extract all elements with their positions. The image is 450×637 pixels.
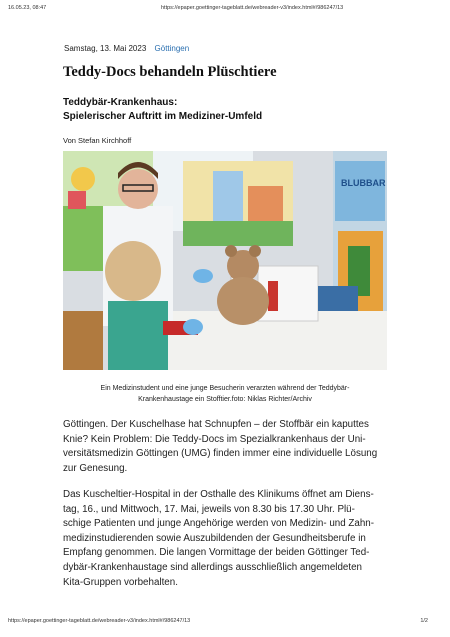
- subtitle-line-1: Teddybär-Krankenhaus:: [63, 97, 178, 108]
- paragraph-line: Göttingen. Der Kuschelhase hat Schnupfen – der Stoffbär ein kaputtes: [63, 419, 369, 430]
- paragraph-line: versitätsmedizin Göttingen (UMG) finden immer eine individuelle Lösung: [63, 448, 378, 460]
- article-subtitle: [63, 96, 262, 124]
- paragraph-line: medizinstudierenden sowie Auszubildenden der Gesundheitsberufe in: [63, 532, 366, 544]
- paragraph-line: Das Kuscheltier-Hospital in der Osthalle des Klinikums öffnet am Diens-: [63, 489, 374, 500]
- paragraph-2: [63, 488, 387, 590]
- article-author: Von Stefan Kirchhoff: [63, 136, 132, 145]
- paragraph-line: dybär-Krankenhaustage sind allerdings ausschließlich angemeldeten: [63, 561, 362, 573]
- paragraph-line: Kita-Gruppen vorbehalten.: [63, 576, 178, 588]
- article-photo: [63, 151, 387, 370]
- subtitle-line-2: Spielerischer Auftritt im Mediziner-Umfeld: [63, 111, 263, 122]
- paragraph-1: [63, 418, 387, 476]
- photo-caption: [63, 383, 387, 405]
- caption-line-1: Ein Medizinstudent und eine junge Besucherin verarzten während der Teddybär-: [100, 385, 350, 392]
- article-date: Samstag, 13. Mai 2023: [64, 44, 147, 53]
- paragraph-line: tag, 16., und Mittwoch, 17. Mai, jeweils von 8.30 bis 17.30 Uhr. Plü-: [63, 503, 355, 515]
- paragraph-line: Knie? Kein Problem: Die Teddy-Docs im Spezialkrankenhaus der Uni-: [63, 433, 366, 445]
- print-datetime: 16.05.23, 08:47: [8, 5, 47, 11]
- print-url[interactable]: https://epaper.goettinger-tageblatt.de/webreader-v3/index.html#/986247/13: [161, 5, 344, 11]
- location-link[interactable]: Göttingen: [154, 44, 190, 53]
- dateline: [64, 44, 189, 53]
- caption-line-2: Krankenhaustage ein Stofftier.foto: Niklas Richter/Archiv: [138, 396, 312, 403]
- poster-sign-text: BLUBBAR: [341, 178, 386, 188]
- footer-url[interactable]: https://epaper.goettinger-tageblatt.de/webreader-v3/index.html#/986247/13: [8, 618, 191, 624]
- paragraph-line: zur Genesung.: [63, 462, 128, 474]
- article-title: Teddy-Docs behandeln Plüschtiere: [63, 64, 277, 80]
- paragraph-line: Empfang genommen. Die langen Vormittage der beiden Göttinger Ted-: [63, 547, 370, 559]
- paragraph-line: schige Patienten und junge Angehörige werden von Medizin- und Zahn-: [63, 518, 374, 530]
- page-number: 1/2: [420, 618, 428, 624]
